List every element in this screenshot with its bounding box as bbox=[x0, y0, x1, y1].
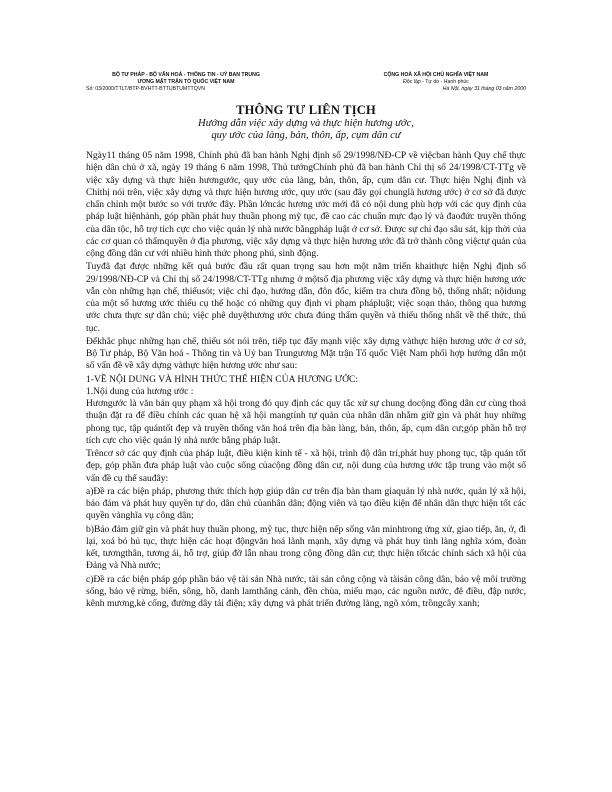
section-heading: 1-VỀ NỘI DUNG VÀ HÌNH THỨC THỂ HIỆN CỦA HƯƠNG ƯỚC: bbox=[86, 373, 359, 385]
subtitle-line-2: quy ước của làng, bản, thôn, ấp, cụm dân cư bbox=[211, 130, 401, 141]
document-header bbox=[86, 72, 526, 93]
paragraph: Tuyđã đạt được những kết quả bước đầu rất quan trọng sau hơn một năm triển khaithực hiện Nghị định số 29/1998/NĐ-CP và Chỉ thị số 24/1998/CT-TTg nhưng ở mộtsố địa phương việc xây dựng và thực hiện hương ước vẫn còn những hạn chế, thiếusót; việc chỉ đạo, hướng dẫn, đôn đốc, kiểm tra chưa đồng bộ, thống nhất; nộidung của một số hương ước thiếu cụ thể hoặc có những quy định vi phạm phápluật; việc soạn thảo, thông qua hương ước chưa thực sự dân chủ; việc phê duyệthương ước chưa đúng thẩm quyền và thiếu thống nhất về thể thức, thủ tục. bbox=[86, 261, 526, 334]
country-name: CỘNG HOÀ XÃ HỘI CHỦ NGHĨA VIỆT NAM bbox=[383, 72, 489, 78]
paragraph: Hươngước là văn bản quy phạm xã hội trong đó quy định các quy tắc xử sự chung docộng đồng dân cư cùng thoả thuận đặt ra để điều chỉnh các quan hệ xã hội mangtính tự quản của nhân dân nhằm giữ gìn và phát huy những phong tục, tập quántốt đẹp và truyền thống văn hoá trên địa bàn làng, bản, thôn, ấp, cụm dân cư;góp phần hỗ trợ tích cực cho việc quản lý nhà nước bằng pháp luật. bbox=[86, 398, 526, 446]
list-item: c)Đề ra các biện pháp góp phần bảo vệ tài sản Nhà nước, tài sản công cộng và tàisản công dân, bảo vệ môi trường sống, bảo vệ rừng, biển, sông, hồ, danh lamthắng cảnh, đền chùa, miếu mạo, các nguồn nước, đê điều, đập nước, kênh mương,kè cống, đường dây tải điện; xây dựng và phát triển đường làng, ngõ xóm, trồngcây xanh; bbox=[86, 573, 526, 609]
document-number: Số: 03/2000/TTLT/BTP-BVHTT-BTTUBTUMTTQVN bbox=[86, 86, 205, 92]
paragraph: Đểkhắc phục những hạn chế, thiếu sót nói trên, tiếp tục đẩy mạnh việc xây dựng vàthực hiện hương ước ở cơ sở, Bộ Tư pháp, Bộ Văn hoá - Thông tin và Uỷ ban Trungương Mặt trận Tổ quốc Việt Nam phối hợp hướng dẫn một số vấn đề về xây dựng vàthực hiện hương ước như sau: bbox=[86, 335, 526, 372]
subsection-heading: 1.Nội dung của hương ước : bbox=[86, 385, 194, 397]
document-body bbox=[86, 150, 526, 610]
agency-line-2: ƯƠNG MẶT TRẬN TỔ QUỐC VIỆT NAM bbox=[137, 79, 235, 85]
agency-line-1: BỘ TƯ PHÁP - BỘ VĂN HOÁ - THÔNG TIN - UỶ BAN TRUNG bbox=[112, 72, 260, 78]
subtitle-line-1: Hướng dẫn việc xây dựng và thực hiện hương ước, bbox=[198, 118, 414, 129]
document-title: THÔNG TƯ LIÊN TỊCH bbox=[236, 103, 376, 117]
list-item: b)Bảo đảm giữ gìn và phát huy thuần phong, mỹ tục, thực hiện nếp sống văn minhtrong ứng xử, giao tiếp, ăn, ở, đi lại, xoá bỏ hủ tục, thực hiện các hoạt độngvăn hoá lành mạnh, xây dựng và phát huy tình làng nghĩa xóm, đoàn kết, tươngthân, tương ái, hỗ trợ, giúp đỡ lẫn nhau trong cộng đồng dân cư; thực hiện tốtcác chính sách xã hội của Đảng và Nhà nước; bbox=[86, 523, 526, 572]
list-item: a)Đề ra các biện pháp, phương thức thích hợp giúp dân cư trên địa bàn tham giaquản lý nhà nước, quản lý xã hội, bảo đảm và phát huy quyền tự do, dân chủ củanhân dân; động viên và tạo điều kiện để nhân dân thực hiện tốt các quyền vànghĩa vụ công dân; bbox=[86, 485, 526, 522]
paragraph: Trêncơ sở các quy định của pháp luật, điều kiện kinh tế - xã hội, trình độ dân trí,phát huy phong tục, tập quán tốt đẹp, góp phần đưa pháp luật vào cuộc sống củacộng đồng dân cư, nội dung của hương ước tập trung vào một số vấn đề cụ thể sauđây: bbox=[86, 448, 526, 484]
motto: Độc lập - Tự do - Hạnh phúc bbox=[403, 79, 469, 85]
issuing-agencies bbox=[86, 72, 286, 93]
issue-date: Hà Nội, ngày 31 tháng 03 năm 2000 bbox=[442, 86, 526, 92]
national-motto bbox=[346, 72, 526, 93]
paragraph: Ngày11 tháng 05 năm 1998, Chính phủ đã ban hành Nghị định số 29/1998/NĐ-CP về việcban hành Quy chế thực hiện dân chủ ở xã, ngày 19 tháng 6 năm 1998, Thủ tướngChính phủ đã ban hành Chỉ thị số 24/1998/CT-TTg về việc xây dựng và thực hiện hươngước, quy ước của làng, bản, thôn, ấp, cụm dân cư. Thực hiện Nghị định và Chỉthị nói trên, việc xây dựng và thực hiện hương ước, quy ước (sau đây gọi chunglà hương ước) ở cơ sở đã được chấn chỉnh một bước so với trước đây. Phần lớncác hương ước mới đã có nội dung phù hợp với các quy định của pháp luật hiệnhành, góp phần phát huy thuần phong mỹ tục, đề cao các chuẩn mực đạo lý và đaođức truyền thống của dân tộc, hỗ trợ tích cực cho việc quản lý nhà nước bằngpháp luật ở cơ sở. Được sự chỉ đạo sâu sát, kịp thời của các cơ quan có thẩmquyền ở địa phương, việc xây dựng và thực hiện hương ước đã trở thành công việctự quản của cộng đồng dân cư với nhiều hình thức phong phú, sinh động. bbox=[86, 150, 526, 259]
